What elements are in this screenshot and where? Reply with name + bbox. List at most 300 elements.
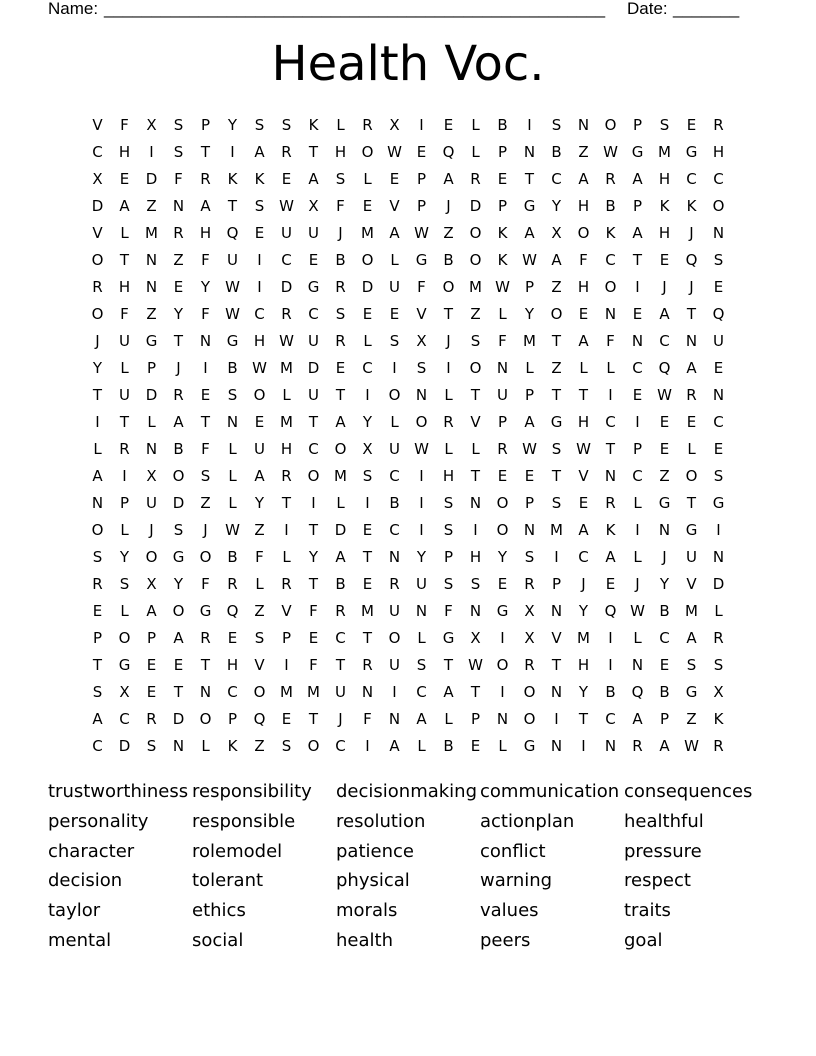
grid-letter: V	[470, 413, 481, 431]
date-label: Date:	[627, 0, 668, 18]
grid-letter: U	[389, 440, 400, 458]
grid-letter: N	[199, 332, 212, 350]
word-list-item: respect	[624, 870, 691, 892]
grid-letter: E	[524, 467, 535, 485]
grid-letter: L	[444, 440, 453, 458]
grid-letter: C	[605, 251, 616, 269]
grid-letter: G	[550, 413, 563, 431]
grid-letter: H	[199, 224, 212, 242]
grid-letter: V	[578, 467, 589, 485]
grid-letter: B	[173, 440, 184, 458]
grid-letter: O	[469, 224, 482, 242]
grid-letter: E	[632, 386, 643, 404]
grid-letter: N	[604, 305, 617, 323]
grid-letter: R	[335, 278, 346, 296]
word-list-item: physical	[336, 870, 410, 892]
grid-letter: F	[201, 305, 210, 323]
grid-letter: S	[254, 197, 265, 215]
grid-letter: W	[522, 251, 537, 269]
grid-letter: B	[227, 548, 238, 566]
grid-letter: T	[470, 683, 481, 701]
name-blank: _____________________________________________________	[104, 0, 606, 18]
grid-letter: E	[308, 251, 319, 269]
grid-letter: R	[146, 710, 157, 728]
grid-letter: C	[632, 467, 643, 485]
grid-letter: O	[361, 251, 374, 269]
grid-letter: I	[635, 413, 640, 431]
word-list-item: pressure	[624, 840, 702, 862]
word-list-item: goal	[624, 929, 663, 951]
grid-letter: I	[500, 629, 505, 647]
grid-letter: T	[578, 710, 589, 728]
grid-letter: T	[551, 467, 562, 485]
grid-letter: R	[335, 332, 346, 350]
grid-letter: C	[308, 305, 319, 323]
grid-letter: E	[281, 710, 292, 728]
grid-letter: S	[470, 575, 481, 593]
grid-letter: N	[523, 143, 536, 161]
grid-letter: H	[577, 278, 590, 296]
grid-letter: E	[686, 413, 697, 431]
grid-letter: V	[254, 656, 265, 674]
grid-letter: E	[173, 278, 184, 296]
grid-letter: L	[282, 548, 291, 566]
grid-letter: A	[632, 170, 643, 188]
grid-letter: G	[523, 197, 536, 215]
grid-letter: X	[308, 197, 319, 215]
grid-letter: M	[145, 224, 158, 242]
grid-letter: E	[335, 359, 346, 377]
grid-letter: T	[200, 413, 211, 431]
grid-letter: L	[363, 170, 372, 188]
grid-letter: F	[120, 116, 129, 134]
grid-letter: M	[577, 629, 590, 647]
grid-letter: P	[551, 575, 562, 593]
grid-letter: M	[361, 224, 374, 242]
grid-letter: T	[119, 413, 130, 431]
grid-letter: S	[443, 494, 454, 512]
grid-letter: F	[120, 305, 129, 323]
grid-letter: G	[226, 332, 239, 350]
grid-letter: I	[203, 359, 208, 377]
grid-letter: Q	[253, 710, 266, 728]
grid-letter: W	[225, 521, 240, 539]
grid-letter: E	[146, 683, 157, 701]
grid-letter: T	[551, 386, 562, 404]
grid-letter: Z	[470, 305, 481, 323]
grid-letter: L	[687, 440, 696, 458]
grid-letter: O	[604, 116, 617, 134]
grid-letter: P	[443, 548, 454, 566]
grid-letter: S	[281, 116, 292, 134]
grid-letter: N	[91, 494, 104, 512]
grid-letter: K	[227, 170, 238, 188]
grid-letter: A	[335, 548, 346, 566]
grid-letter: X	[92, 170, 103, 188]
grid-letter: X	[524, 602, 535, 620]
grid-letter: L	[471, 143, 480, 161]
grid-letter: R	[281, 467, 292, 485]
grid-letter: N	[388, 548, 401, 566]
grid-letter: T	[605, 440, 616, 458]
grid-letter: G	[685, 143, 698, 161]
grid-letter: E	[362, 575, 373, 593]
grid-letter: T	[308, 143, 319, 161]
grid-letter: B	[335, 575, 346, 593]
grid-letter: G	[307, 278, 320, 296]
grid-letter: B	[605, 683, 616, 701]
grid-letter: L	[471, 440, 480, 458]
grid-letter: M	[469, 278, 482, 296]
grid-letter: S	[173, 143, 184, 161]
grid-letter: Q	[226, 224, 239, 242]
grid-letter: T	[200, 656, 211, 674]
grid-letter: E	[659, 656, 670, 674]
grid-letter: I	[257, 278, 262, 296]
grid-letter: E	[713, 359, 724, 377]
grid-letter: E	[92, 602, 103, 620]
grid-letter: O	[334, 440, 347, 458]
grid-letter: J	[689, 278, 694, 296]
grid-letter: O	[685, 467, 698, 485]
grid-letter: B	[551, 143, 562, 161]
grid-letter: C	[632, 359, 643, 377]
grid-letter: G	[712, 494, 725, 512]
grid-letter: B	[335, 251, 346, 269]
grid-letter: E	[578, 494, 589, 512]
grid-letter: S	[686, 656, 697, 674]
grid-letter: J	[149, 521, 154, 539]
grid-letter: S	[92, 548, 103, 566]
grid-letter: M	[280, 413, 293, 431]
grid-letter: T	[308, 575, 319, 593]
grid-letter: Y	[524, 305, 535, 323]
grid-letter: M	[307, 683, 320, 701]
grid-letter: Y	[578, 602, 589, 620]
grid-letter: D	[280, 278, 293, 296]
grid-letter: W	[414, 440, 429, 458]
grid-letter: J	[338, 710, 343, 728]
word-list-item: rolemodel	[192, 840, 283, 862]
grid-letter: I	[554, 710, 559, 728]
grid-letter: E	[497, 575, 508, 593]
grid-letter: L	[147, 413, 156, 431]
grid-letter: A	[443, 683, 454, 701]
grid-letter: A	[659, 305, 670, 323]
grid-letter: K	[605, 521, 616, 539]
grid-letter: A	[578, 170, 589, 188]
grid-letter: R	[713, 116, 724, 134]
grid-letter: V	[389, 197, 400, 215]
grid-letter: A	[686, 629, 697, 647]
grid-letter: V	[686, 575, 697, 593]
word-search-grid	[84, 112, 732, 760]
grid-letter: J	[446, 197, 451, 215]
grid-letter: N	[172, 197, 185, 215]
grid-letter: R	[713, 629, 724, 647]
grid-letter: V	[281, 602, 292, 620]
grid-letter: C	[416, 683, 427, 701]
grid-letter: T	[308, 413, 319, 431]
grid-letter: Z	[173, 251, 184, 269]
grid-letter: Y	[227, 116, 238, 134]
grid-letter: R	[173, 386, 184, 404]
grid-letter: C	[389, 467, 400, 485]
grid-letter: X	[119, 683, 130, 701]
grid-letter: H	[118, 143, 131, 161]
grid-letter: X	[389, 116, 400, 134]
grid-letter: L	[417, 629, 426, 647]
grid-letter: N	[469, 602, 482, 620]
grid-letter: D	[172, 494, 185, 512]
grid-letter: H	[712, 143, 725, 161]
name-label: Name:	[48, 0, 99, 18]
grid-letter: T	[92, 386, 103, 404]
grid-letter: E	[200, 386, 211, 404]
grid-letter: Y	[119, 548, 130, 566]
grid-letter: K	[497, 251, 508, 269]
grid-letter: W	[387, 143, 402, 161]
grid-letter: F	[309, 602, 318, 620]
grid-letter: T	[551, 332, 562, 350]
grid-letter: H	[577, 197, 590, 215]
grid-letter: N	[631, 332, 644, 350]
grid-letter: A	[254, 143, 265, 161]
grid-letter: I	[554, 548, 559, 566]
grid-letter: O	[145, 548, 158, 566]
grid-letter: G	[523, 737, 536, 755]
grid-letter: R	[524, 575, 535, 593]
grid-letter: H	[334, 143, 347, 161]
grid-letter: S	[281, 737, 292, 755]
grid-letter: K	[227, 737, 238, 755]
grid-letter: X	[470, 629, 481, 647]
grid-letter: Y	[551, 197, 562, 215]
grid-letter: C	[335, 737, 346, 755]
grid-letter: D	[712, 575, 725, 593]
grid-letter: S	[173, 116, 184, 134]
grid-letter: C	[686, 170, 697, 188]
grid-letter: P	[497, 143, 508, 161]
grid-letter: I	[392, 359, 397, 377]
grid-letter: S	[713, 467, 724, 485]
grid-letter: Z	[443, 224, 454, 242]
grid-letter: I	[392, 683, 397, 701]
grid-letter: A	[443, 170, 454, 188]
grid-letter: N	[415, 386, 428, 404]
grid-letter: Q	[631, 683, 644, 701]
grid-letter: O	[388, 629, 401, 647]
grid-letter: O	[118, 629, 131, 647]
grid-letter: R	[92, 278, 103, 296]
grid-letter: Q	[658, 359, 671, 377]
grid-letter: T	[308, 521, 319, 539]
grid-letter: L	[579, 359, 588, 377]
grid-letter: F	[255, 548, 264, 566]
grid-letter: A	[146, 602, 157, 620]
date-blank: _______	[673, 0, 740, 18]
grid-letter: G	[415, 251, 428, 269]
grid-letter: I	[230, 143, 235, 161]
grid-letter: I	[122, 467, 127, 485]
grid-letter: U	[308, 332, 319, 350]
grid-letter: A	[119, 197, 130, 215]
grid-letter: L	[93, 440, 102, 458]
grid-letter: C	[659, 629, 670, 647]
grid-letter: R	[227, 575, 238, 593]
grid-letter: Z	[659, 467, 670, 485]
grid-letter: E	[578, 305, 589, 323]
word-list-item: patience	[336, 840, 414, 862]
grid-letter: N	[712, 386, 725, 404]
grid-letter: I	[608, 629, 613, 647]
word-list-item: health	[336, 929, 393, 951]
grid-letter: R	[281, 305, 292, 323]
grid-letter: E	[362, 197, 373, 215]
grid-letter: Q	[604, 602, 617, 620]
grid-letter: A	[389, 737, 400, 755]
grid-letter: B	[497, 116, 508, 134]
word-list-item: social	[192, 929, 244, 951]
grid-letter: E	[497, 467, 508, 485]
grid-letter: B	[605, 197, 616, 215]
grid-letter: Y	[254, 494, 265, 512]
grid-letter: X	[362, 440, 373, 458]
grid-letter: L	[444, 386, 453, 404]
grid-letter: U	[416, 575, 427, 593]
grid-letter: O	[469, 251, 482, 269]
grid-letter: A	[173, 629, 184, 647]
grid-letter: W	[495, 278, 510, 296]
grid-letter: A	[632, 224, 643, 242]
grid-letter: A	[524, 224, 535, 242]
grid-letter: F	[309, 656, 318, 674]
grid-letter: Y	[578, 683, 589, 701]
grid-letter: C	[362, 359, 373, 377]
grid-letter: T	[173, 683, 184, 701]
grid-letter: S	[200, 467, 211, 485]
grid-letter: R	[524, 656, 535, 674]
grid-letter: O	[523, 710, 536, 728]
grid-letter: E	[362, 305, 373, 323]
grid-letter: L	[633, 548, 642, 566]
grid-letter: I	[581, 737, 586, 755]
grid-letter: N	[712, 224, 725, 242]
grid-letter: O	[199, 548, 212, 566]
grid-letter: Z	[578, 143, 589, 161]
grid-letter: N	[226, 413, 239, 431]
grid-letter: B	[659, 683, 670, 701]
grid-letter: N	[658, 521, 671, 539]
grid-letter: S	[173, 521, 184, 539]
grid-letter: L	[471, 116, 480, 134]
grid-letter: H	[577, 656, 590, 674]
grid-letter: T	[119, 251, 130, 269]
word-list	[48, 777, 768, 956]
grid-letter: T	[443, 305, 454, 323]
grid-letter: D	[361, 278, 374, 296]
grid-letter: S	[659, 116, 670, 134]
word-list-item: consequences	[624, 781, 753, 802]
grid-letter: T	[335, 656, 346, 674]
grid-letter: E	[659, 413, 670, 431]
grid-letter: R	[362, 656, 373, 674]
grid-letter: A	[578, 521, 589, 539]
grid-letter: Q	[712, 305, 725, 323]
grid-letter: A	[254, 467, 265, 485]
grid-letter: S	[389, 332, 400, 350]
grid-letter: S	[443, 521, 454, 539]
grid-letter: C	[659, 332, 670, 350]
grid-letter: I	[365, 494, 370, 512]
grid-letter: P	[659, 710, 670, 728]
grid-letter: G	[172, 548, 185, 566]
grid-letter: T	[92, 656, 103, 674]
grid-letter: I	[419, 521, 424, 539]
grid-letter: F	[606, 332, 615, 350]
grid-letter: L	[417, 737, 426, 755]
grid-letter: H	[253, 332, 266, 350]
grid-letter: Z	[146, 197, 157, 215]
grid-letter: C	[308, 440, 319, 458]
grid-letter: E	[389, 170, 400, 188]
grid-letter: A	[92, 710, 103, 728]
grid-letter: O	[172, 467, 185, 485]
grid-letter: L	[444, 710, 453, 728]
grid-letter: M	[361, 602, 374, 620]
grid-letter: O	[361, 143, 374, 161]
grid-letter: S	[335, 305, 346, 323]
grid-letter: Q	[226, 602, 239, 620]
grid-letter: S	[335, 170, 346, 188]
grid-letter: L	[525, 359, 534, 377]
grid-letter: W	[225, 278, 240, 296]
grid-letter: T	[308, 710, 319, 728]
grid-letter: W	[225, 305, 240, 323]
grid-letter: L	[228, 467, 237, 485]
grid-letter: T	[632, 251, 643, 269]
grid-letter: Q	[442, 143, 455, 161]
grid-letter: A	[659, 737, 670, 755]
grid-letter: W	[657, 386, 672, 404]
grid-letter: R	[335, 602, 346, 620]
grid-letter: D	[172, 710, 185, 728]
grid-letter: O	[307, 467, 320, 485]
grid-letter: A	[335, 413, 346, 431]
grid-letter: O	[523, 683, 536, 701]
grid-letter: I	[419, 467, 424, 485]
grid-letter: C	[605, 710, 616, 728]
grid-letter: I	[635, 278, 640, 296]
grid-letter: U	[713, 332, 724, 350]
grid-letter: F	[201, 440, 210, 458]
grid-letter: N	[172, 737, 185, 755]
grid-letter: S	[551, 494, 562, 512]
grid-letter: T	[686, 494, 697, 512]
grid-letter: E	[659, 251, 670, 269]
grid-letter: Z	[254, 521, 265, 539]
grid-letter: O	[442, 278, 455, 296]
grid-letter: E	[443, 116, 454, 134]
grid-letter: J	[203, 521, 208, 539]
word-list-item: warning	[480, 870, 553, 892]
word-list-item: communication	[480, 781, 620, 802]
grid-letter: N	[577, 116, 590, 134]
grid-letter: S	[416, 359, 427, 377]
grid-letter: O	[577, 224, 590, 242]
grid-letter: R	[605, 494, 616, 512]
grid-letter: O	[91, 521, 104, 539]
